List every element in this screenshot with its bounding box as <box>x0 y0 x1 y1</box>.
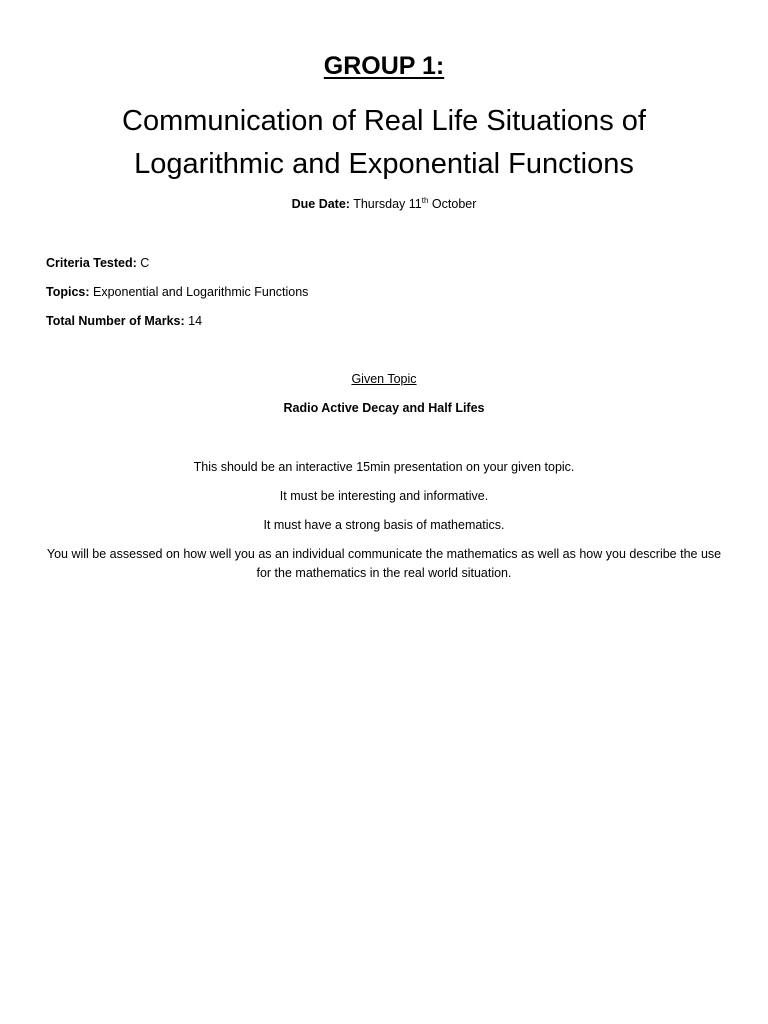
group-heading: GROUP 1: <box>323 52 445 80</box>
document-title <box>40 100 728 186</box>
title-line-2: Logarithmic and Exponential Functions <box>134 148 634 180</box>
instruction-assessment: You will be assessed on how well you as an individual communicate the mathematics as well as how you describe the use for the mathematics in the real world situation. <box>46 547 722 580</box>
topics-value: Exponential and Logarithmic Functions <box>93 285 309 299</box>
marks-line <box>46 314 202 328</box>
instruction-presentation: This should be an interactive 15min presentation on your given topic. <box>193 460 575 474</box>
given-topic-heading: Given Topic <box>351 372 417 386</box>
due-date-month: October <box>431 197 477 211</box>
due-date-line <box>40 197 728 211</box>
instruction-mathematics-basis: It must have a strong basis of mathematics. <box>263 518 505 532</box>
topics-label: Topics: <box>46 285 90 299</box>
title-line-1: Communication of Real Life Situations of <box>122 105 646 137</box>
due-date-label: Due Date: <box>291 197 350 211</box>
criteria-line <box>46 256 149 270</box>
criteria-value: C <box>140 256 150 270</box>
given-topic: Radio Active Decay and Half Lifes <box>283 401 485 415</box>
marks-label: Total Number of Marks: <box>46 314 185 328</box>
criteria-label: Criteria Tested: <box>46 256 137 270</box>
marks-value: 14 <box>188 314 203 328</box>
instruction-interesting: It must be interesting and informative. <box>279 489 489 503</box>
due-date-day: Thursday 11 <box>353 197 422 211</box>
topics-line <box>46 285 308 299</box>
due-date-ordinal-suffix: th <box>421 196 429 205</box>
